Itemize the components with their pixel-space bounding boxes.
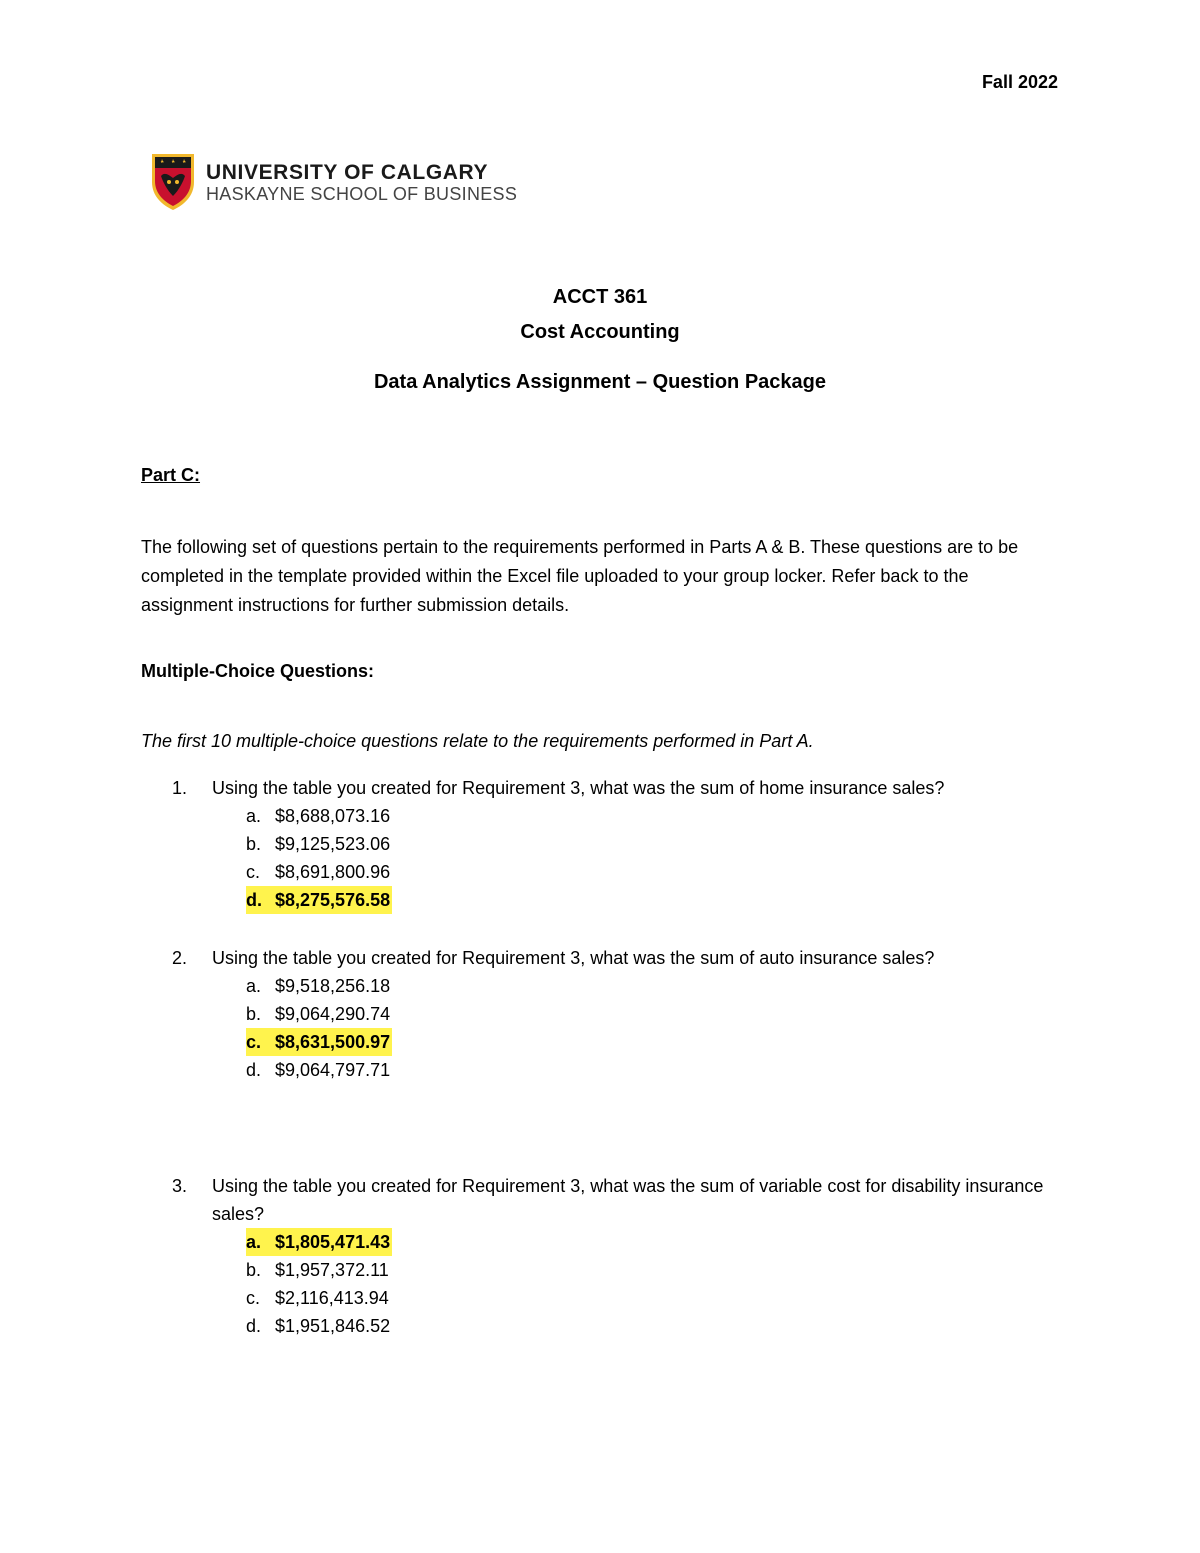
choice-letter: b.: [246, 834, 262, 854]
choice-list: [246, 1228, 1062, 1340]
choice-letter: a.: [246, 1232, 262, 1252]
question-text: Using the table you created for Requirement 3, what was the sum of variable cost for disability insurance sales?: [212, 1176, 1044, 1224]
question-3: [172, 1172, 1062, 1340]
course-name: Cost Accounting: [520, 321, 680, 343]
choice-letter: d.: [246, 1316, 262, 1336]
course-code: ACCT 361: [552, 286, 648, 308]
choice-d: [246, 886, 1062, 914]
choice-letter: d.: [246, 1060, 262, 1080]
crest-icon: [150, 152, 196, 212]
question-number: 2.: [172, 948, 188, 968]
choice-value: $9,064,290.74: [275, 1004, 391, 1024]
part-heading: Part C:: [141, 465, 201, 485]
choice-value: $8,631,500.97: [275, 1032, 391, 1052]
choice-b: [246, 1000, 1062, 1028]
choice-a: [246, 802, 1062, 830]
question-1: [172, 774, 1062, 914]
mcq-heading: Multiple-Choice Questions:: [141, 661, 375, 681]
mcq-note: The first 10 multiple-choice questions relate to the requirements performed in Part A.: [141, 731, 814, 751]
question-number: 1.: [172, 778, 188, 798]
choice-value: $9,518,256.18: [275, 976, 391, 996]
choice-value: $1,951,846.52: [275, 1316, 391, 1336]
choice-value: $8,691,800.96: [275, 862, 391, 882]
choice-value: $8,688,073.16: [275, 806, 391, 826]
logo-school-name: HASKAYNE SCHOOL OF BUSINESS: [206, 183, 518, 204]
choice-c: [246, 1028, 1062, 1056]
choice-letter: a.: [246, 806, 262, 826]
choice-d: [246, 1312, 1062, 1340]
choice-list: [246, 972, 1062, 1084]
choice-b: [246, 830, 1062, 858]
university-logo: [150, 152, 517, 212]
choice-c: [246, 1284, 1062, 1312]
logo-university-name: UNIVERSITY OF CALGARY: [206, 160, 489, 184]
choice-value: $8,275,576.58: [275, 890, 391, 910]
choice-c: [246, 858, 1062, 886]
intro-paragraph: The following set of questions pertain to the requirements performed in Parts A & B. These questions are to be completed in the template provided within the Excel file uploaded to your group locker. Refer back to the assignment instructions for further submission details.: [141, 537, 1019, 615]
choice-list: [246, 802, 1062, 914]
question-number: 3.: [172, 1176, 188, 1196]
choice-d: [246, 1056, 1062, 1084]
choice-value: $1,957,372.11: [275, 1260, 389, 1280]
choice-value: $9,064,797.71: [275, 1060, 391, 1080]
choice-letter: c.: [246, 862, 261, 882]
choice-letter: b.: [246, 1004, 262, 1024]
choice-letter: c.: [246, 1288, 261, 1308]
choice-value: $9,125,523.06: [275, 834, 391, 854]
question-text: Using the table you created for Requirement 3, what was the sum of auto insurance sales?: [212, 948, 935, 968]
question-2: [172, 944, 1062, 1084]
choice-b: [246, 1256, 1062, 1284]
choice-letter: c.: [246, 1032, 262, 1052]
question-text: Using the table you created for Requirement 3, what was the sum of home insurance sales?: [212, 778, 945, 798]
choice-value: $1,805,471.43: [275, 1232, 391, 1252]
document-title: Data Analytics Assignment – Question Package: [373, 371, 826, 393]
choice-value: $2,116,413.94: [275, 1288, 389, 1308]
choice-letter: d.: [246, 890, 262, 910]
choice-letter: a.: [246, 976, 262, 996]
semester-label: Fall 2022: [981, 72, 1058, 92]
choice-a: [246, 1228, 1062, 1256]
choice-a: [246, 972, 1062, 1000]
choice-letter: b.: [246, 1260, 262, 1280]
